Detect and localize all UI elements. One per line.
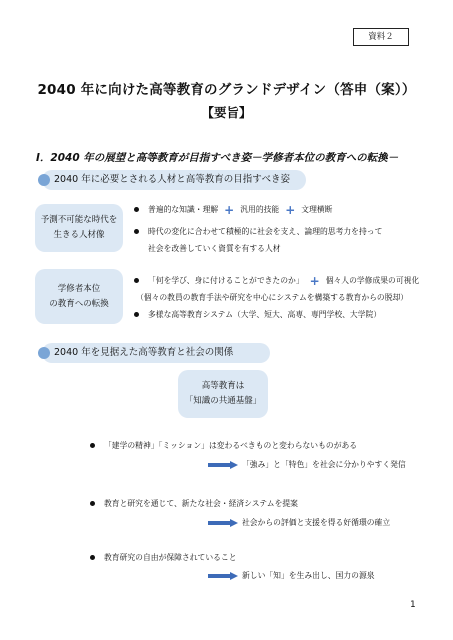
point-2: [90, 498, 298, 510]
knowledge-box-line1: 高等教育は: [201, 381, 245, 391]
document-subtitle: 【要旨】: [201, 105, 252, 120]
banner-dot-icon: [38, 174, 50, 186]
bullet-icon: [134, 229, 139, 234]
plus-icon: +: [309, 274, 320, 288]
arrow-right-icon: [208, 461, 238, 469]
banner-1-text: 2040 年に必要とされる人材と高等教育の目指すべき姿: [54, 174, 291, 185]
knowledge-foundation-box: [178, 370, 268, 418]
learner-bullet-2-text: 多様な高等教育システム（大学、短大、高専、専門学校、大学院）: [148, 310, 382, 319]
learning-question: 「何を学び、身に付けることができたのか」: [148, 276, 304, 285]
plus-icon: +: [224, 203, 235, 217]
page-number: 1: [410, 600, 416, 610]
talent-bullet-2-text: 時代の変化に合わせて積極的に社会を支え、論理的思考力を持って: [148, 227, 383, 236]
talent-description: [134, 204, 382, 255]
point-1-text: 「建学の精神」「ミッション」は変わるべきものと変わらないものがある: [104, 441, 358, 450]
talent-box-line2: 生きる人材像: [53, 230, 105, 240]
point-2-text: 教育と研究を通じて、新たな社会・経済システムを提案: [104, 499, 298, 508]
bullet-icon: [90, 443, 95, 448]
learner-centered-box: [35, 269, 123, 324]
point-3-result-text: 新しい「知」を生み出し、国力の源泉: [242, 571, 375, 580]
learner-box-line2: の教育への転換: [49, 298, 109, 309]
talent-box-line1: 予測不可能な時代を: [40, 215, 118, 225]
skill-generic: 汎用的技能: [240, 205, 280, 214]
skill-interdisciplinary: 文理横断: [301, 205, 333, 214]
knowledge-box-line2: 「知識の共通基盤」: [184, 396, 262, 406]
learner-description: [134, 275, 419, 321]
section-heading: Ⅰ．2040 年の展望と高等教育が目指すべき姿－学修者本位の教育への転換－: [36, 152, 399, 164]
bullet-icon: [90, 555, 95, 560]
point-3-text: 教育研究の自由が保障されていること: [104, 553, 237, 562]
point-3-result: [208, 570, 375, 582]
point-1: [90, 440, 357, 452]
learner-box-line1: 学修者本位: [57, 283, 101, 294]
section-banner-1: [42, 170, 306, 190]
document-label: 資料２: [353, 28, 409, 46]
learner-bullet-1: [134, 275, 419, 287]
point-1-result-text: 「強み」と「特色」を社会に分かりやすく発信: [242, 460, 406, 469]
document-title: 2040 年に向けた高等教育のグランドデザイン（答申（案））: [37, 82, 416, 98]
talent-bullet-1: [134, 204, 382, 216]
banner-dot-icon: [38, 347, 50, 359]
skill-knowledge: 普遍的な知識・理解: [148, 205, 219, 214]
arrow-right-icon: [208, 572, 238, 580]
learner-bullet-2: [134, 309, 419, 321]
learning-visualization: 個々人の学修成果の可視化: [325, 276, 420, 285]
talent-bullet-2: [134, 226, 382, 238]
bullet-icon: [134, 207, 139, 212]
bullet-icon: [134, 312, 139, 317]
arrow-right-icon: [208, 519, 238, 527]
learner-note: （個々の教員の教育手法や研究を中心にシステムを構築する教育からの脱却）: [136, 293, 409, 302]
point-1-result: [208, 459, 406, 471]
talent-bullet-2-cont: 社会を改善していく資質を有する人材: [148, 244, 281, 253]
talent-box: [35, 204, 123, 252]
bullet-icon: [90, 501, 95, 506]
point-3: [90, 552, 237, 564]
bullet-icon: [134, 278, 139, 283]
point-2-result-text: 社会からの評価と支援を得る好循環の確立: [242, 518, 391, 527]
section-banner-2: [42, 343, 270, 363]
point-2-result: [208, 517, 390, 529]
banner-2-text: 2040 年を見据えた高等教育と社会の関係: [54, 347, 234, 358]
plus-icon: +: [285, 203, 296, 217]
